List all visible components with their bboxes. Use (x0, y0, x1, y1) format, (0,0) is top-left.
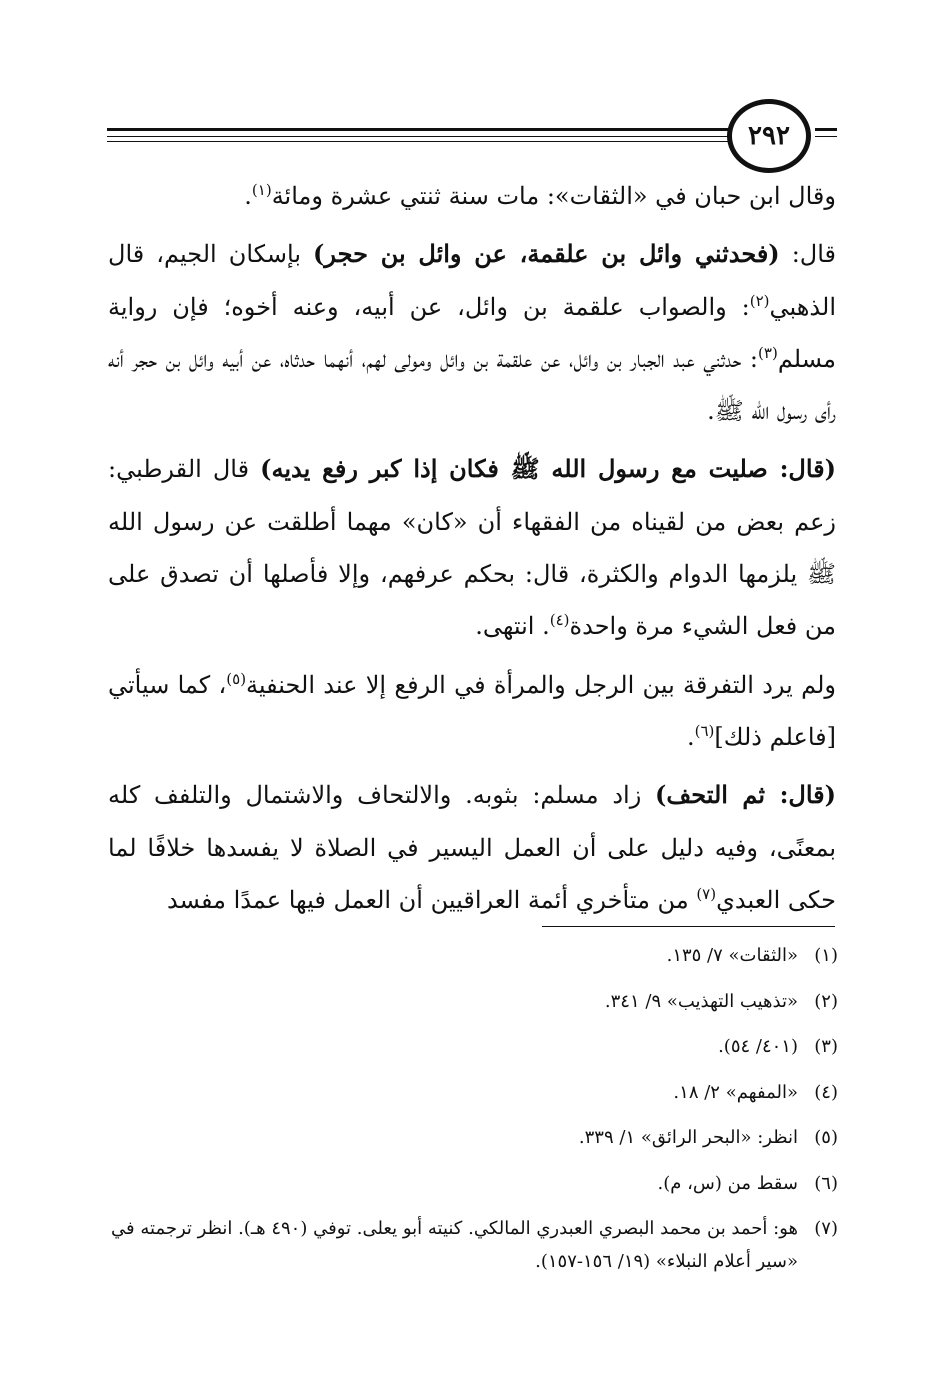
footnote-ref: (٣) (758, 343, 778, 362)
footnote-text: «تذهيب التهذيب» ٩/ ٣٤١. (604, 990, 798, 1012)
footnote-ref: (١) (251, 181, 272, 199)
paragraph (108, 769, 836, 926)
footnote-text: هو: أحمد بن محمد البصري العبدري المالكي. كنيته أبو يعلى. توفي (٤٩٠ هـ). انظر ترجمته في «سير أعلام النبلاء» (١٩/ ١٥٦-١٥٧). (111, 1218, 798, 1272)
page-header (107, 98, 837, 178)
footnote-text: «المفهم» ٢/ ١٨. (673, 1081, 798, 1103)
header-rule (815, 136, 837, 137)
text-run: قال: (779, 240, 837, 269)
quoted-text: (قال: ثم التحف) (655, 780, 837, 810)
paragraph (108, 228, 836, 437)
text-run: قال القرطبي: زعم بعض من لقيناه من الفقهاء أن «كان» مهما أطلقت عن رسول الله ﷺ يلزمها الدوام والكثرة، قال: بحكم عرفهم، وإلا فأصلها أن تصدق على من فعل الشيء مرة واحدة (108, 455, 836, 641)
footnote-number: (٥) (814, 1127, 838, 1148)
footnote-number: (٧) (814, 1218, 838, 1239)
footnote-ref: (٦) (694, 721, 715, 740)
paragraph (108, 443, 836, 652)
footnote-text: «الثقات» ٧/ ١٣٥. (666, 945, 798, 966)
header-rule (107, 128, 729, 131)
text-run: زاد مسلم: بثوبه. والالتحاف والاشتمال والتلفف كله بمعنًى، وفيه دليل على أن العمل اليسير في الصلاة لا يفسدها خلافًا لما حكى العبدي (108, 781, 836, 914)
text-run: ، كما سيأتي [فاعلم ذلك] (108, 670, 836, 751)
footnote-text: انظر: «البحر الرائق» ١/ ٣٣٩. (578, 1127, 798, 1148)
paragraph (108, 170, 836, 222)
header-rule (107, 136, 729, 137)
header-rule (107, 141, 729, 142)
footnote (108, 1070, 838, 1116)
text-run: وقال ابن حبان في «الثقات»: مات سنة ثنتي عشرة ومائة (271, 182, 836, 210)
footnote-ref: (٤) (549, 611, 570, 630)
page-number: ٢٩٢ (727, 99, 811, 173)
main-text (108, 170, 836, 926)
footnote-number: (١) (814, 945, 838, 966)
footnote (108, 1161, 838, 1207)
paragraph (108, 659, 836, 764)
footnote-ref: (٧) (696, 884, 717, 903)
footnote (108, 979, 838, 1025)
footnote (108, 1115, 838, 1161)
footnote (108, 1024, 838, 1070)
text-run: . (244, 182, 252, 210)
footnote-text: (٤٠١/ ٥٤). (718, 1036, 798, 1057)
text-run: . (686, 722, 695, 751)
header-rule (815, 128, 837, 131)
footnote (108, 1206, 838, 1278)
footnote-ref: (٥) (226, 669, 247, 688)
quoted-text: (فحدثني وائل بن علقمة، عن وائل بن حجر) (313, 239, 780, 269)
footnote (108, 933, 838, 979)
footnotes (108, 933, 838, 1278)
text-run: من متأخري أئمة العراقيين أن العمل فيها عمدًا مفسد (167, 885, 697, 914)
footnote-text: سقط من (س، م). (657, 1172, 798, 1194)
footnote-number: (٢) (814, 990, 838, 1012)
quoted-text: (قال: صليت مع رسول الله ﷺ فكان إذا كبر رفع يديه) (260, 454, 837, 484)
footnote-separator (542, 926, 835, 927)
text-run: بإسكان الجيم، قال الذهبي (108, 240, 836, 321)
footnote-number: (٦) (814, 1172, 838, 1194)
text-run: ولم يرد التفرقة بين الرجل والمرأة في الرفع إلا عند الحنفية (246, 670, 837, 699)
footnote-number: (٣) (814, 1036, 838, 1057)
text-run: : والصواب علقمة بن وائل، عن أبيه، وعنه أخوه؛ فإن رواية مسلم (108, 292, 836, 373)
text-run: . انتهى. (475, 612, 550, 641)
footnote-number: (٤) (814, 1081, 838, 1103)
footnote-ref: (٢) (749, 291, 770, 310)
text-run: : حدثني عبد الجبار بن وائل، عن علقمة بن وائل ومولى لهم، أنهما حدثاه، عن أبيه وائل بن حجر أنه رأى رسول الله ﷺ. (108, 344, 836, 426)
